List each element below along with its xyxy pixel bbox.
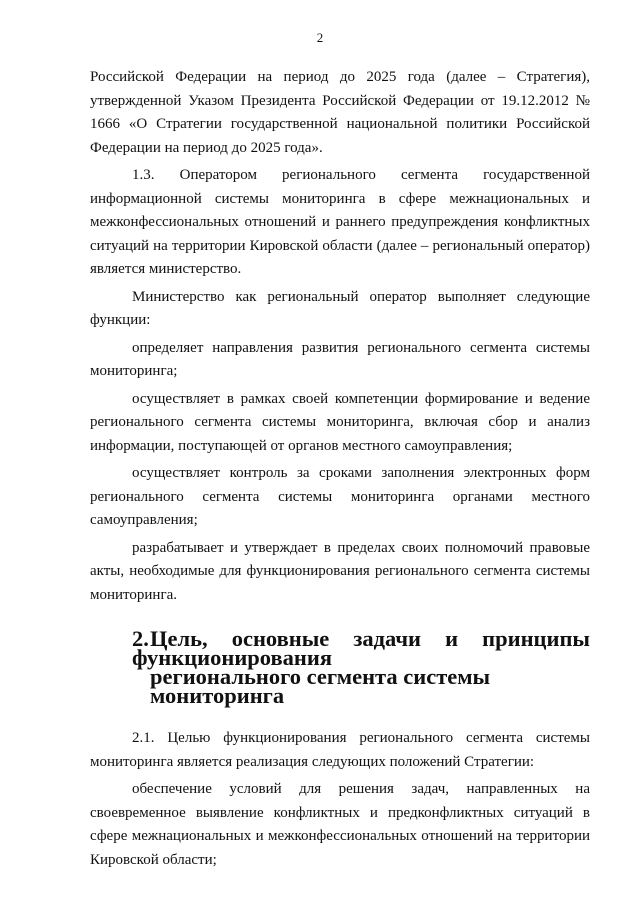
section-title-line1: Цель, основные задачи и принципы функционирования — [132, 626, 590, 670]
paragraph-goal-item: обеспечение условий для решения задач, направленных на своевременное выявление конфликтных и предконфликтных ситуаций в сфере межнациональных и межконфессиональных отношений на территории Кировской области; — [90, 781, 590, 868]
section-number: 2. — [132, 626, 149, 651]
page-number: 2 — [316, 30, 324, 45]
section-heading — [90, 626, 590, 708]
document-body — [90, 66, 590, 872]
paragraph-2-1: 2.1. Целью функционирования регионального сегмента системы мониторинга является реализация следующих положений Стратегии: — [90, 730, 590, 770]
paragraph-continuation: Российской Федерации на период до 2025 года (далее – Стратегия), утвержденной Указом Президента Российской Федерации от 19.12.2012 № 1666 «О Стратегии государственной национальной политики Российской Федерации на период до 2025 года». — [90, 69, 590, 156]
paragraph-1-3: 1.3. Оператором регионального сегмента государственной информационной системы мониторинга в сфере межнациональных и межконфессиональных отношений и раннего предупреждения конфликтных ситуаций на территории Кировской области (далее – региональный оператор) является министерство. — [90, 167, 590, 277]
paragraph-function-item: осуществляет в рамках своей компетенции формирование и ведение регионального сегмента системы мониторинга, включая сбор и анализ информации, поступающей от органов местного самоуправления; — [90, 390, 590, 454]
paragraph-function-item: разрабатывает и утверждает в пределах своих полномочий правовые акты, необходимые для функционирования регионального сегмента системы мониторинга. — [90, 539, 590, 603]
paragraph-function-item: осуществляет контроль за сроками заполнения электронных форм регионального сегмента системы мониторинга органами местного самоуправления; — [90, 465, 590, 528]
paragraph-function-item: определяет направления развития регионального сегмента системы мониторинга; — [90, 339, 590, 379]
section-title-line2: регионального сегмента системы мониторинга — [150, 664, 491, 708]
paragraph-functions-intro: Министерство как региональный оператор выполняет следующие функции: — [90, 288, 590, 328]
